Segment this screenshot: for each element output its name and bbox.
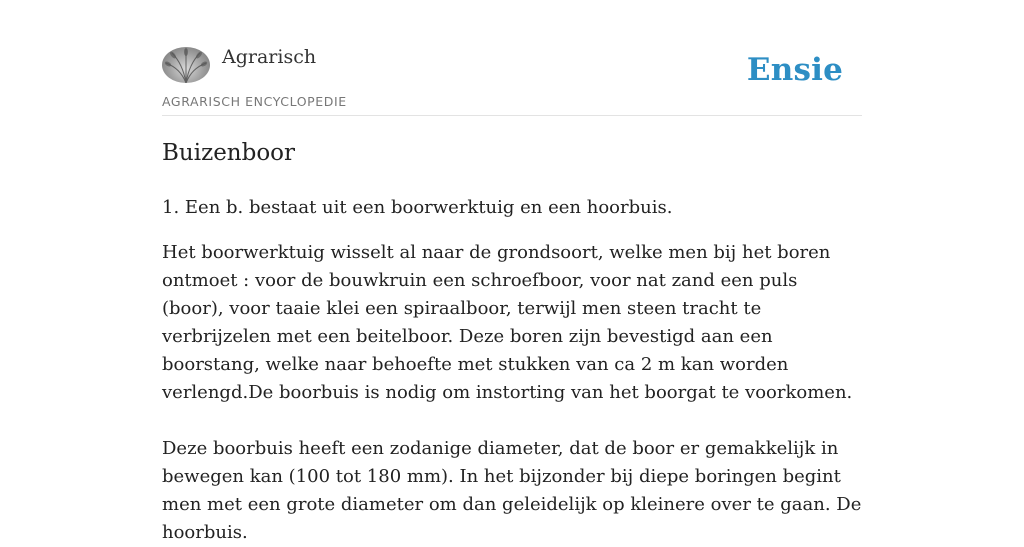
page bbox=[162, 0, 862, 543]
site-name-link[interactable]: Agrarisch bbox=[222, 46, 317, 68]
article-title: Buizenboor bbox=[162, 140, 296, 166]
article-paragraph: Het boorwerktuig wisselt al naar de grondsoort, welke men bij het boren ontmoet : voor de bouwkruin een schroefboor, voor nat zand een puls (boor), voor taaie klei een spiraalboor, terwijl men steen tracht te verbrijzelen met een beitelboor. Deze boren zijn bevestigd aan een boorstang, welke naar behoefte met stukken van ca 2 m kan worden verlengd.De boorbuis is nodig om instorting van het boorgat te voorkomen. bbox=[162, 242, 853, 403]
site-header bbox=[162, 0, 862, 116]
wheat-logo-icon[interactable] bbox=[162, 47, 210, 83]
brand-logo-link[interactable]: Ensie bbox=[746, 52, 843, 88]
article-body bbox=[162, 239, 862, 547]
article-paragraph: Deze boorbuis heeft een zodanige diameter, dat de boor er gemakkelijk in bewegen kan (100 tot 180 mm). In het bijzonder bij diepe boringen begint men met een grote diameter om dan geleidelijk op kleinere over te gaan. De hoorbuis. bbox=[162, 438, 862, 543]
article-intro: 1. Een b. bestaat uit een boorwerktuig en een hoorbuis. bbox=[162, 197, 673, 218]
site-subtitle: AGRARISCH ENCYCLOPEDIE bbox=[162, 94, 347, 109]
